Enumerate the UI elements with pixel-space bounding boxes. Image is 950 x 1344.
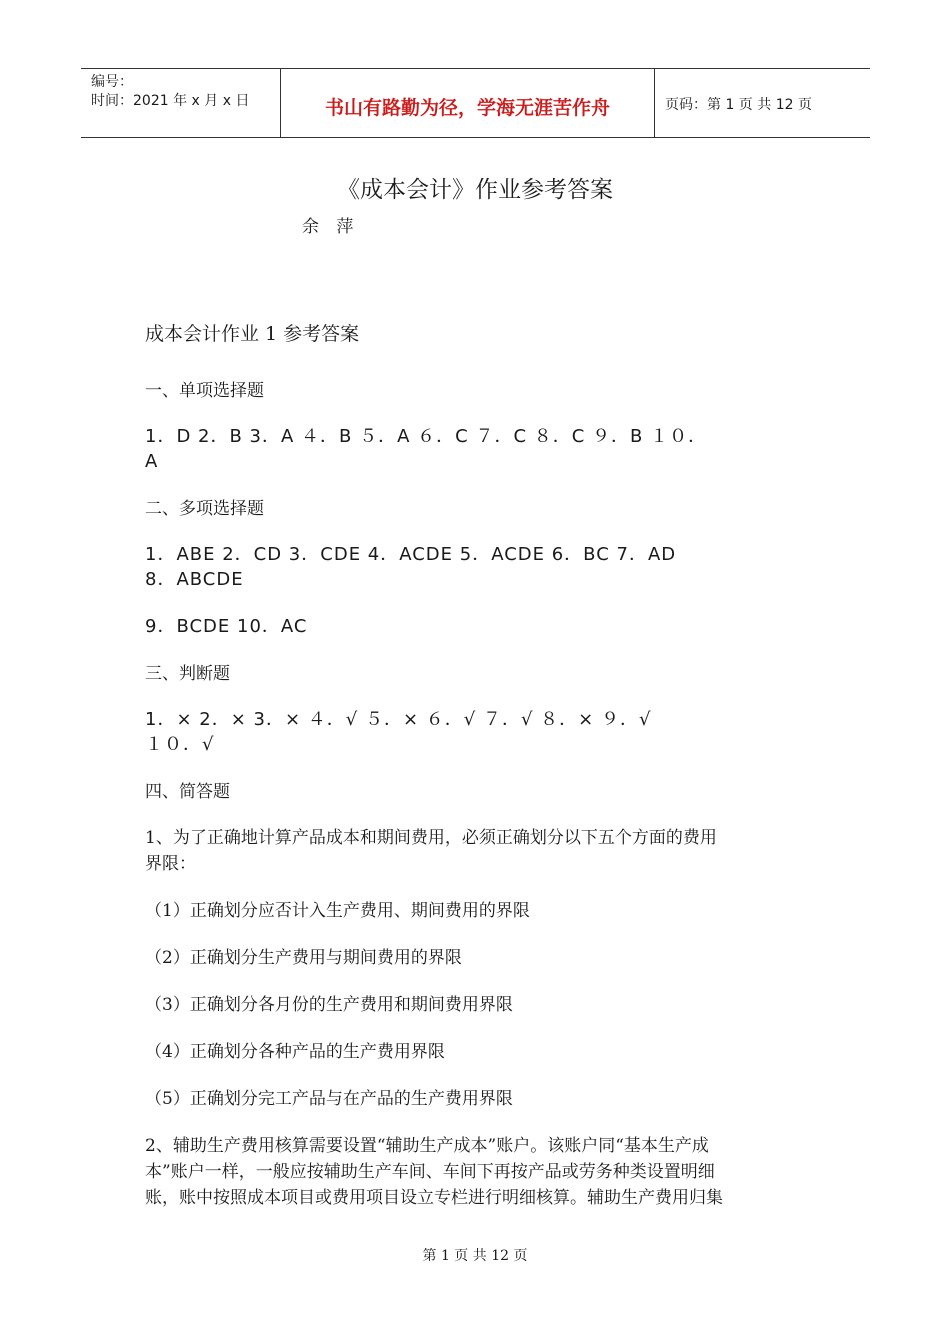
judge-title: 三、判断题: [145, 664, 230, 684]
single-choice-title: 一、单项选择题: [145, 381, 264, 401]
q1-item-2: （2）正确划分生产费用与期间费用的界限: [145, 948, 462, 968]
document-author: 余 萍: [302, 217, 360, 237]
document-title: 《成本会计》作业参考答案: [337, 177, 613, 203]
multi-choice-answers-line3: 9．BCDE 10．AC: [145, 616, 308, 637]
document-body: [145, 320, 805, 1211]
page-footer: 第 1 页 共 12 页: [422, 1248, 528, 1264]
q1-item-1: （1）正确划分应否计入生产费用、期间费用的界限: [145, 901, 530, 921]
q2-line2: 本”账户一样，一般应按辅助生产车间、车间下再按产品或劳务种类设置明细: [145, 1162, 715, 1182]
q1-item-5: （5）正确划分完工产品与在产品的生产费用界限: [145, 1089, 513, 1109]
document-header: [81, 68, 870, 138]
header-meta: [81, 69, 281, 137]
judge-answers-line1: 1．× 2．× 3．× ４．√ ５．× ６．√ ７．√ ８．× ９．√: [145, 709, 652, 730]
section-heading: 成本会计作业 1 参考答案: [145, 323, 360, 345]
q1-item-3: （3）正确划分各月份的生产费用和期间费用界限: [145, 995, 513, 1015]
q1-item-4: （4）正确划分各种产品的生产费用界限: [145, 1042, 445, 1062]
q2-line3: 账，账中按照成本项目或费用项目设立专栏进行明细核算。辅助生产费用归集: [145, 1188, 723, 1208]
single-choice-answers-line1: 1．D 2．B 3．A ４．B ５．A ６．C ７．C ８．C ９．B １０．: [145, 426, 708, 447]
q1-intro-line2: 界限：: [145, 854, 196, 874]
header-time-label: 时间：2021 年 x 月 x 日: [91, 93, 250, 109]
judge-answers-line2: １０．√: [145, 734, 215, 755]
single-choice-answers-line2: A: [145, 451, 159, 472]
q2-line1: 2、辅助生产费用核算需要设置“辅助生产成本”账户。该账户同“基本生产成: [145, 1136, 709, 1156]
multi-choice-answers-line1: 1．ABE 2．CD 3．CDE 4．ACDE 5．ACDE 6．BC 7．AD: [145, 544, 677, 565]
header-page-label: 页码：第 1 页 共 12 页: [665, 97, 812, 113]
short-answer-title: 四、简答题: [145, 782, 230, 802]
q1-intro-line1: 1、为了正确地计算产品成本和期间费用，必须正确划分以下五个方面的费用: [145, 828, 717, 848]
header-number-label: 编号：: [91, 74, 133, 90]
multi-choice-answers-line2: 8．ABCDE: [145, 569, 244, 590]
multi-choice-title: 二、多项选择题: [145, 499, 264, 519]
header-motto: 书山有路勤为径，学海无涯苦作舟: [281, 69, 655, 137]
